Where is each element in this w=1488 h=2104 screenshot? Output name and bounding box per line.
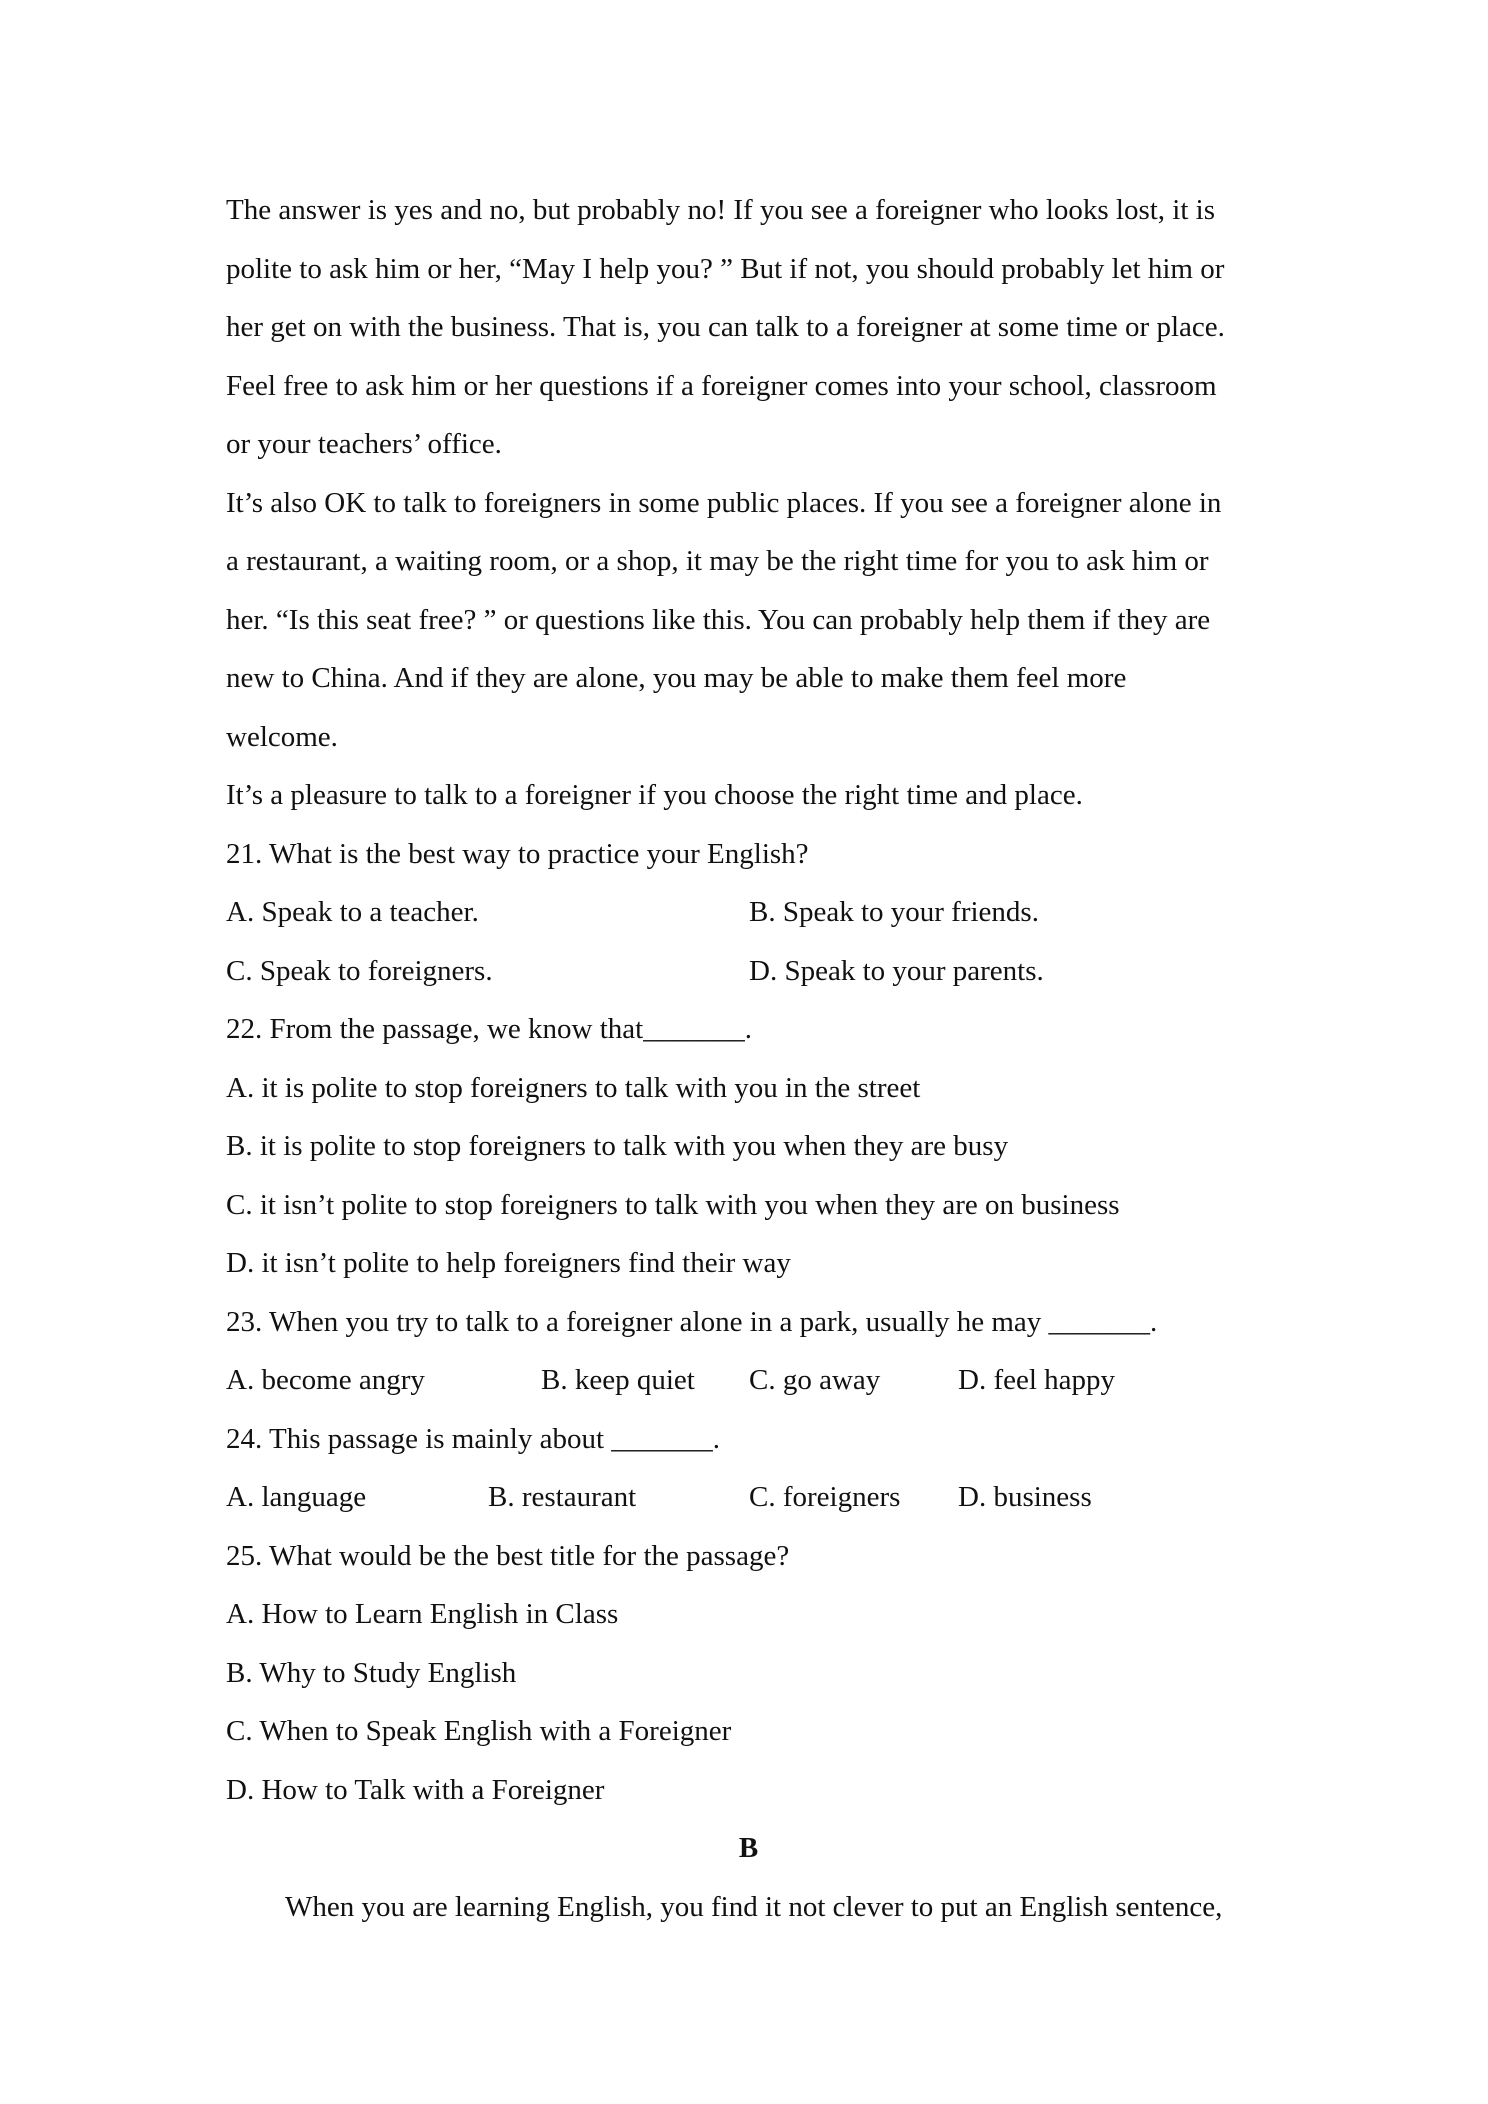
option-b: B. Why to Study English bbox=[226, 1656, 517, 1689]
question-21 bbox=[226, 832, 1271, 1008]
passage-line: The answer is yes and no, but probably no! If you see a foreigner who looks lost, it is bbox=[226, 194, 1216, 226]
passage-line: a restaurant, a waiting room, or a shop, it may be the right time for you to ask him or bbox=[226, 545, 1209, 577]
question-23 bbox=[226, 1300, 1271, 1417]
question-stem: 23. When you try to talk to a foreigner alone in a park, usually he may _______. bbox=[226, 1305, 1158, 1338]
option-a: A. become angry bbox=[226, 1364, 425, 1396]
question-24 bbox=[226, 1417, 1271, 1534]
passage-line: When you are learning English, you find it not clever to put an English sentence, bbox=[285, 1890, 1223, 1923]
option-row bbox=[226, 1358, 1271, 1417]
option-c: C. go away bbox=[749, 1364, 881, 1396]
passage-line: It’s also OK to talk to foreigners in some public places. If you see a foreigner alone in bbox=[226, 486, 1222, 519]
option-a: A. How to Learn English in Class bbox=[226, 1598, 619, 1630]
passage-line: welcome. bbox=[226, 720, 338, 753]
option-d: D. How to Talk with a Foreigner bbox=[226, 1773, 605, 1806]
option-a: A. it is polite to stop foreigners to talk with you in the street bbox=[226, 1071, 921, 1104]
option-row bbox=[226, 890, 1271, 949]
passage-line: or your teachers’ office. bbox=[226, 428, 502, 460]
section-b bbox=[226, 1826, 1271, 1943]
option-c: C. foreigners bbox=[749, 1481, 901, 1513]
option-d: D. feel happy bbox=[958, 1364, 1116, 1396]
section-heading: B bbox=[738, 1832, 759, 1864]
passage-a bbox=[226, 188, 1271, 832]
option-d: D. it isn’t polite to help foreigners find their way bbox=[226, 1247, 791, 1279]
passage-line: It’s a pleasure to talk to a foreigner if you choose the right time and place. bbox=[226, 779, 1083, 811]
option-c: C. When to Speak English with a Foreigner bbox=[226, 1715, 732, 1747]
passage-line: her get on with the business. That is, you can talk to a foreigner at some time or place. bbox=[226, 311, 1225, 343]
question-stem: 24. This passage is mainly about _______. bbox=[226, 1422, 721, 1455]
question-stem: 21. What is the best way to practice your English? bbox=[226, 837, 809, 870]
question-stem: 25. What would be the best title for the passage? bbox=[226, 1539, 790, 1572]
option-a: A. Speak to a teacher. bbox=[226, 896, 479, 928]
option-c: C. it isn’t polite to stop foreigners to talk with you when they are on business bbox=[226, 1188, 1120, 1221]
option-b: B. it is polite to stop foreigners to talk with you when they are busy bbox=[226, 1130, 1009, 1162]
option-row bbox=[226, 949, 1271, 1008]
option-row bbox=[226, 1475, 1271, 1534]
option-b: B. Speak to your friends. bbox=[749, 896, 1039, 928]
option-a: A. language bbox=[226, 1481, 367, 1513]
document-page bbox=[226, 188, 1271, 1943]
passage-line: Feel free to ask him or her questions if a foreigner comes into your school, classroom bbox=[226, 369, 1217, 402]
question-22 bbox=[226, 1007, 1271, 1300]
option-d: D. Speak to your parents. bbox=[749, 954, 1044, 987]
option-c: C. Speak to foreigners. bbox=[226, 954, 493, 987]
passage-line: polite to ask him or her, “May I help you? ” But if not, you should probably let him or bbox=[226, 252, 1225, 285]
passage-line: her. “Is this seat free? ” or questions like this. You can probably help them if they are bbox=[226, 603, 1211, 636]
option-b: B. restaurant bbox=[488, 1481, 637, 1513]
option-d: D. business bbox=[958, 1481, 1092, 1513]
option-b: B. keep quiet bbox=[541, 1364, 695, 1396]
question-25 bbox=[226, 1534, 1271, 1827]
passage-line: new to China. And if they are alone, you may be able to make them feel more bbox=[226, 662, 1127, 694]
question-stem: 22. From the passage, we know that_______. bbox=[226, 1013, 752, 1045]
